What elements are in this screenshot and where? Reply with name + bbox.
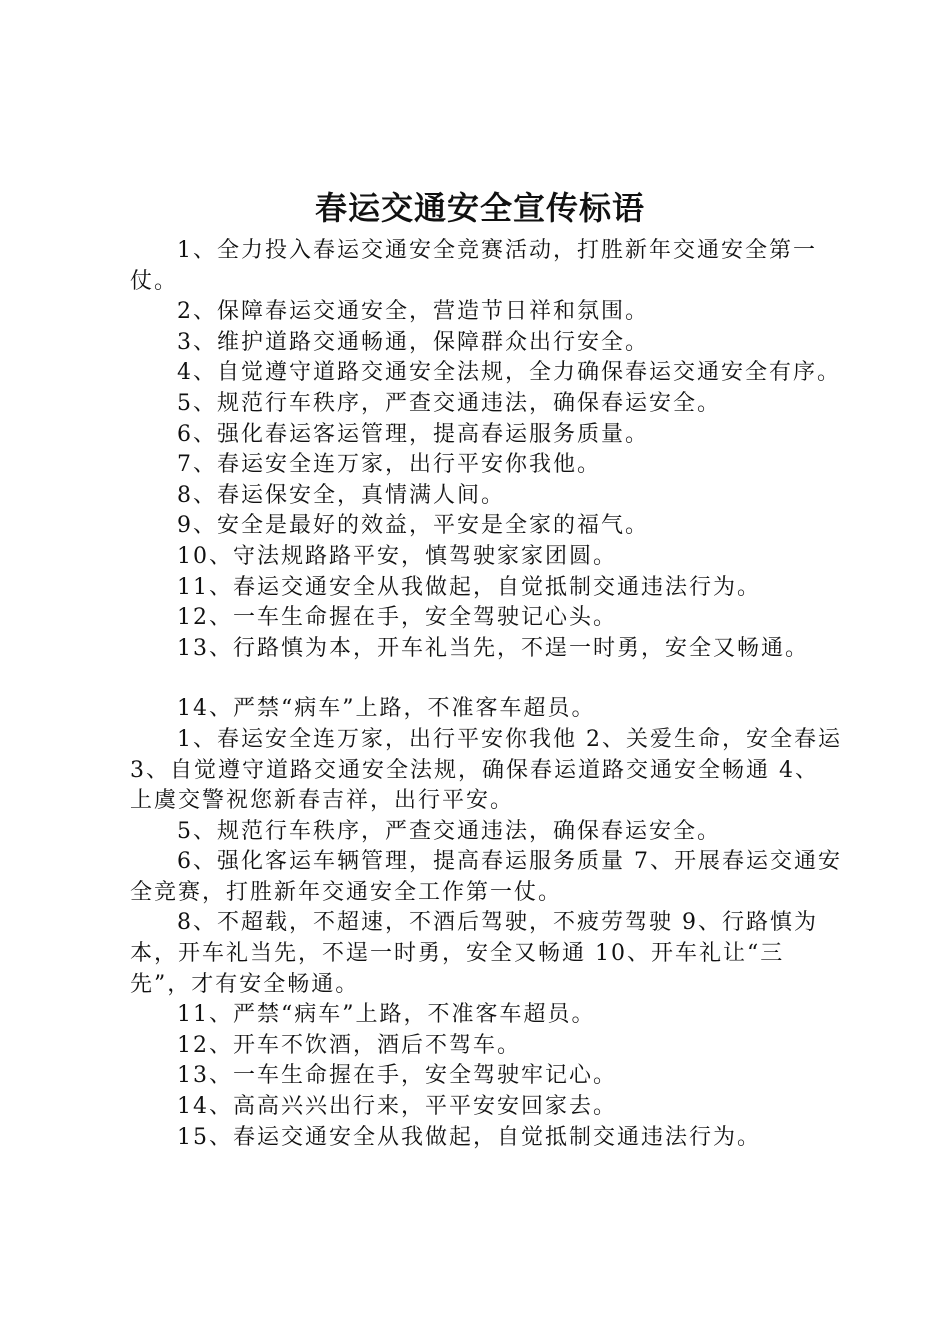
slogan-paragraph: 8、不超载，不超速，不酒后驾驶，不疲劳驾驶 9、行路慎为本，开车礼当先，不逞一时勇，安全又畅通 10、开车礼让“三先”，才有安全畅通。 [130, 910, 818, 997]
slogan-paragraph: 8、春运保安全，真情满人间。 [177, 482, 505, 508]
slogan-paragraph: 9、安全是最好的效益，平安是全家的福气。 [177, 513, 649, 539]
slogan-paragraph: 11、严禁“病车”上路，不准客车超员。 [177, 1002, 596, 1028]
slogan-paragraph: 11、春运交通安全从我做起，自觉抵制交通违法行为。 [177, 574, 761, 600]
slogan-paragraph: 13、行路慎为本，开车礼当先，不逞一时勇，安全又畅通。 [177, 635, 809, 661]
document-title: 春运交通安全宣传标语 [314, 189, 645, 227]
slogan-paragraph: 13、一车生命握在手，安全驾驶牢记心。 [177, 1063, 617, 1089]
slogan-paragraph: 6、强化春运客运管理，提高春运服务质量。 [177, 421, 649, 447]
slogan-paragraph: 1、全力投入春运交通安全竞赛活动，打胜新年交通安全第一仗。 [130, 238, 817, 294]
slogan-paragraph: 12、开车不饮酒，酒后不驾车。 [177, 1032, 521, 1058]
slogan-paragraph: 2、保障春运交通安全，营造节日祥和氛围。 [177, 299, 649, 325]
slogan-paragraph: 14、严禁“病车”上路，不准客车超员。 [177, 696, 596, 722]
slogan-paragraph: 15、春运交通安全从我做起，自觉抵制交通违法行为。 [177, 1124, 761, 1150]
slogan-paragraph: 7、春运安全连万家，出行平安你我他。 [177, 452, 601, 478]
document-body [130, 236, 842, 1153]
slogan-paragraph: 12、一车生命握在手，安全驾驶记心头。 [177, 605, 617, 631]
slogan-paragraph: 1、春运安全连万家，出行平安你我他 2、关爱生命，安全春运 3、自觉遵守道路交通安全法规，确保春运道路交通安全畅通 4、上虞交警祝您新春吉祥，出行平安。 [130, 726, 842, 814]
slogan-paragraph: 4、自觉遵守道路交通安全法规，全力确保春运交通安全有序。 [177, 360, 841, 386]
paragraph-gap [130, 664, 842, 694]
slogan-paragraph: 14、高高兴兴出行来，平平安安回家去。 [177, 1094, 617, 1120]
slogan-paragraph: 5、规范行车秩序，严查交通违法，确保春运安全。 [177, 818, 721, 844]
slogan-paragraph: 10、守法规路路平安，慎驾驶家家团圆。 [177, 543, 617, 569]
slogan-paragraph: 3、维护道路交通畅通，保障群众出行安全。 [177, 329, 649, 355]
slogan-paragraph: 6、强化客运车辆管理，提高春运服务质量 7、开展春运交通安全竞赛，打胜新年交通安全工作第一仗。 [130, 849, 842, 905]
slogan-paragraph: 5、规范行车秩序，严查交通违法，确保春运安全。 [177, 390, 721, 416]
